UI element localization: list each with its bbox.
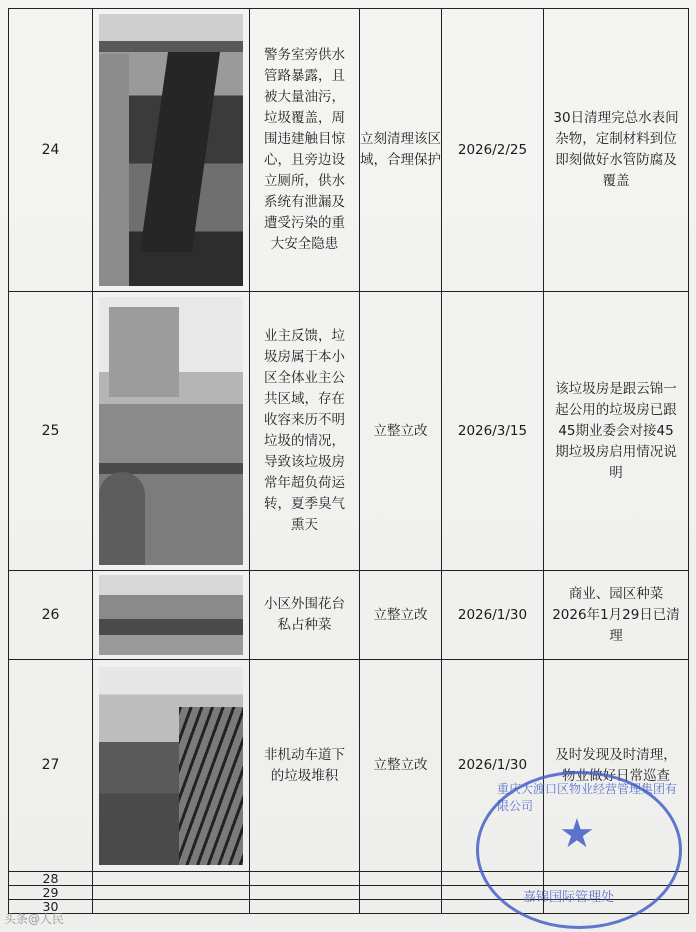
table-row	[9, 292, 689, 571]
seal-ring-text: 重庆大渡口区物业经营管理集团有限公司	[497, 782, 678, 813]
result-text: 30日清理完总水表间杂物，定制材料到位即刻做好水管防腐及覆盖	[544, 9, 689, 292]
row-number: 25	[9, 292, 93, 571]
row-number: 29	[9, 886, 93, 900]
row-number: 24	[9, 9, 93, 292]
row-number: 30	[9, 900, 93, 914]
photo-cell	[93, 292, 250, 571]
photo-garbage-room	[99, 297, 243, 565]
action-text: 立刻清理该区域，合理保护	[360, 9, 442, 292]
table-row	[9, 9, 689, 292]
star-icon: ★	[559, 811, 595, 857]
action-text: 立整立改	[360, 292, 442, 571]
photo-flower-bed	[99, 575, 243, 655]
result-text: 商业、园区种菜2026年1月29日已清理	[544, 571, 689, 660]
official-seal	[476, 771, 682, 929]
table-row	[9, 571, 689, 660]
deadline-date: 2026/3/15	[442, 292, 544, 571]
row-number: 26	[9, 571, 93, 660]
photo-water-pipe	[99, 14, 243, 286]
action-text: 立整立改	[360, 660, 442, 872]
watermark: 头条@人民	[4, 912, 65, 926]
photo-cell	[93, 571, 250, 660]
issue-description: 警务室旁供水管路暴露，且被大量油污，垃圾覆盖，周围违建触目惊心，且旁边设立厕所，供水系统有泄漏及遭受污染的重大安全隐患	[250, 9, 360, 292]
photo-bike-lane	[99, 667, 243, 865]
result-text: 该垃圾房是跟云锦一起公用的垃圾房已跟45期业委会对接45期垃圾房启用情况说明	[544, 292, 689, 571]
row-number: 27	[9, 660, 93, 872]
deadline-date: 2026/2/25	[442, 9, 544, 292]
issue-description: 小区外围花台私占种菜	[250, 571, 360, 660]
issue-description: 非机动车道下的垃圾堆积	[250, 660, 360, 872]
photo-cell	[93, 660, 250, 872]
action-text: 立整立改	[360, 571, 442, 660]
seal-bottom-text: 嘉锦国际管理处	[523, 890, 615, 905]
deadline-date: 2026/1/30	[442, 571, 544, 660]
result-text: 及时发现及时清理，物业做好日常巡查	[544, 660, 689, 872]
row-number: 28	[9, 872, 93, 886]
issue-description: 业主反馈，垃圾房属于本小区全体业主公共区域，存在收容来历不明垃圾的情况，导致该垃圾房常年超负荷运转，夏季臭气熏天	[250, 292, 360, 571]
deadline-date: 2026/1/30	[442, 660, 544, 872]
photo-cell	[93, 9, 250, 292]
